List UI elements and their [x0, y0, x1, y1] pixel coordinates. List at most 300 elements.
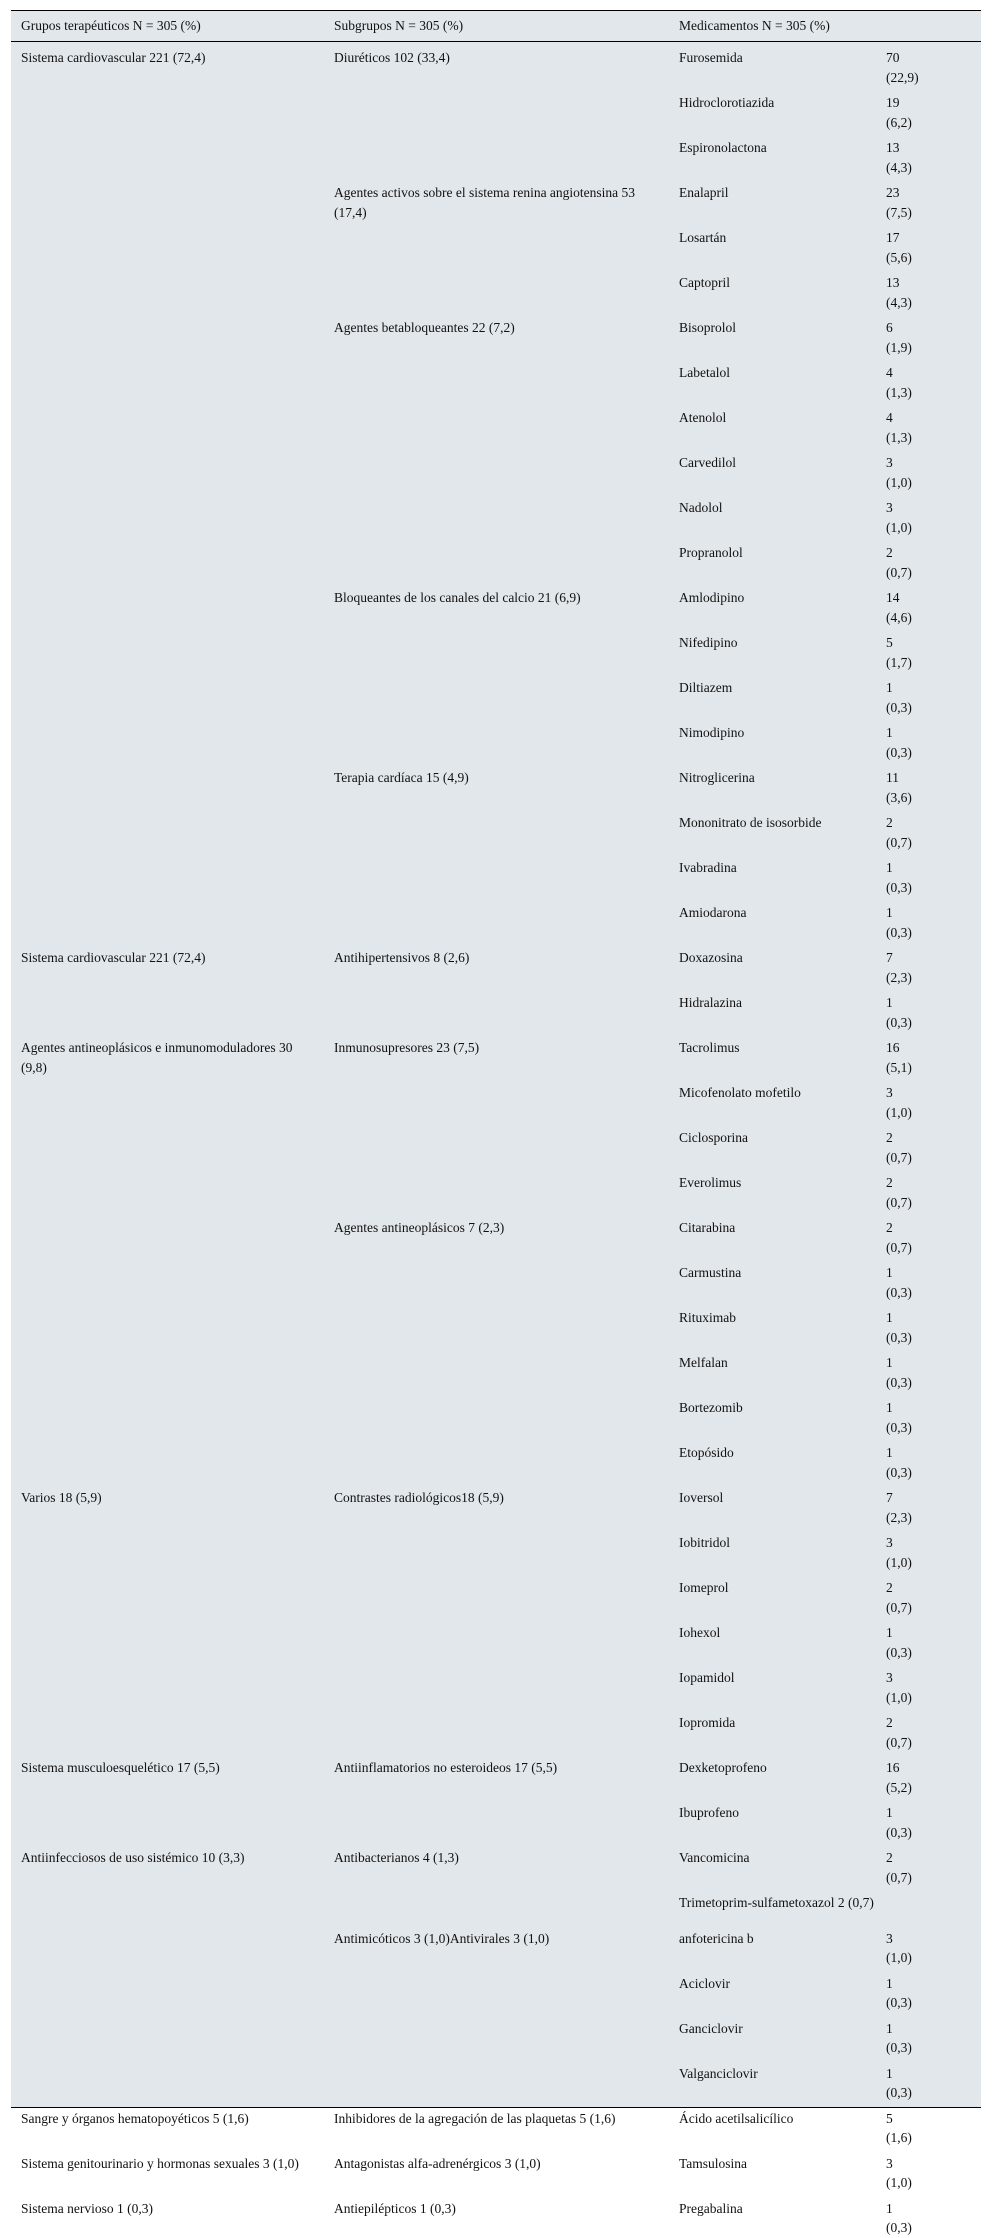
count-cell	[882, 1887, 981, 1923]
percent-value: (1,0)	[886, 2175, 912, 2190]
subgroup-cell: Antibacterianos 4 (1,3)	[334, 1850, 459, 1865]
group-cell: Sistema musculoesquelético 17 (5,5)	[21, 1760, 220, 1775]
count-value: 7	[886, 1490, 893, 1505]
subgroup-cell	[324, 1347, 669, 1392]
count-cell	[882, 1968, 981, 2013]
drug-cell: Ioversol	[679, 1490, 724, 1505]
percent-value: (7,5)	[886, 204, 912, 220]
table-header	[11, 11, 981, 42]
table-row	[11, 42, 981, 88]
group-cell	[11, 1797, 324, 1842]
table-row	[11, 267, 981, 312]
drug-cell: Furosemida	[679, 50, 743, 65]
group-cell	[11, 807, 324, 852]
table-row	[11, 987, 981, 1032]
count-cell	[882, 942, 981, 987]
drug-cell: Carvedilol	[679, 455, 736, 470]
table-row	[11, 402, 981, 447]
group-cell	[11, 1707, 324, 1752]
count-cell	[882, 1572, 981, 1617]
drug-cell: anfotericina b	[679, 1930, 754, 1946]
group-cell	[11, 1392, 324, 1437]
table-row	[11, 1887, 981, 1923]
table-row	[11, 672, 981, 717]
percent-value: (0,3)	[886, 879, 912, 895]
table-row	[11, 1347, 981, 1392]
table-row	[11, 87, 981, 132]
count-value: 1	[886, 1805, 893, 1820]
drug-cell: Ganciclovir	[679, 2020, 743, 2036]
subgroup-cell	[324, 807, 669, 852]
count-cell	[882, 1482, 981, 1527]
subgroup-cell: Antiepilépticos 1 (0,3)	[334, 2200, 456, 2216]
table-row	[11, 2148, 981, 2193]
percent-value: (1,7)	[886, 654, 912, 670]
subgroup-cell: Antimicóticos 3 (1,0)Antivirales 3 (1,0)	[334, 1930, 550, 1946]
group-cell	[11, 852, 324, 897]
table-row	[11, 1572, 981, 1617]
drug-cell: Pregabalina	[679, 2200, 743, 2216]
count-cell	[882, 2103, 981, 2148]
table-row	[11, 1437, 981, 1482]
group-cell	[11, 132, 324, 177]
drug-cell: Aciclovir	[679, 1975, 730, 1991]
table-row	[11, 1797, 981, 1842]
percent-value: (0,3)	[886, 924, 912, 940]
count-value: 1	[886, 1400, 893, 1415]
table-row	[11, 582, 981, 627]
count-value: 2	[886, 1850, 893, 1865]
percent-value: (1,0)	[886, 1554, 912, 1570]
count-cell	[882, 1347, 981, 1392]
group-cell	[11, 627, 324, 672]
drug-cell: Atenolol	[679, 410, 727, 425]
group-cell	[11, 1572, 324, 1617]
percent-value: (5,6)	[886, 249, 912, 265]
count-cell	[882, 2148, 981, 2193]
table-row	[11, 2103, 981, 2148]
table-row	[11, 1752, 981, 1797]
group-cell	[11, 1077, 324, 1122]
subgroup-cell	[324, 1122, 669, 1167]
drug-cell: Vancomicina	[679, 1850, 750, 1865]
group-cell	[11, 1662, 324, 1707]
count-value: 1	[886, 1625, 893, 1640]
count-cell	[882, 447, 981, 492]
subgroup-cell: Antagonistas alfa-adrenérgicos 3 (1,0)	[334, 2155, 541, 2171]
drug-cell: Rituximab	[679, 1310, 736, 1325]
group-cell	[11, 1437, 324, 1482]
subgroup-cell	[324, 222, 669, 267]
subgroup-cell	[324, 1302, 669, 1347]
table-row	[11, 1032, 981, 1077]
table-row	[11, 1527, 981, 1572]
subgroup-cell	[324, 1392, 669, 1437]
group-cell	[11, 177, 324, 222]
subgroup-cell	[324, 1527, 669, 1572]
table-row	[11, 897, 981, 942]
percent-value: (1,3)	[886, 384, 912, 400]
percent-value: (2,3)	[886, 1509, 912, 1525]
subgroup-cell: Agentes activos sobre el sistema renina angiotensina 53 (17,4)	[334, 185, 636, 220]
subgroup-cell: Antiinflamatorios no esteroideos 17 (5,5)	[334, 1760, 558, 1775]
percent-value: (0,3)	[886, 699, 912, 715]
count-value: 11	[886, 770, 899, 785]
drug-cell: Nadolol	[679, 500, 723, 515]
percent-value: (0,7)	[886, 564, 912, 580]
group-cell	[11, 1257, 324, 1302]
count-cell	[882, 1923, 981, 1968]
table-row	[11, 1842, 981, 1887]
group-cell	[11, 402, 324, 447]
count-value: 1	[886, 725, 893, 740]
count-cell	[882, 2193, 981, 2238]
count-value: 14	[886, 590, 900, 605]
percent-value: (0,3)	[886, 2220, 912, 2235]
count-cell	[882, 1122, 981, 1167]
subgroup-cell	[324, 402, 669, 447]
percent-value: (0,3)	[886, 1419, 912, 1435]
group-cell	[11, 987, 324, 1032]
percent-value: (1,0)	[886, 519, 912, 535]
subgroup-cell: Agentes antineoplásicos 7 (2,3)	[334, 1220, 505, 1235]
group-cell	[11, 267, 324, 312]
subgroup-cell: Agentes betabloqueantes 22 (7,2)	[334, 320, 515, 335]
count-cell	[882, 627, 981, 672]
drug-cell: Nitroglicerina	[679, 770, 755, 785]
count-cell	[882, 2013, 981, 2058]
group-cell	[11, 1923, 324, 1968]
table-row	[11, 177, 981, 222]
percent-value: (22,9)	[886, 69, 919, 85]
count-value: 1	[886, 995, 893, 1010]
count-cell	[882, 492, 981, 537]
count-value: 2	[886, 1130, 893, 1145]
group-cell	[11, 447, 324, 492]
table-row	[11, 1077, 981, 1122]
drug-cell: Tamsulosina	[679, 2155, 748, 2171]
table-row	[11, 1257, 981, 1302]
count-value: 3	[886, 455, 893, 470]
subgroup-cell	[324, 987, 669, 1032]
table-row	[11, 492, 981, 537]
count-value: 19	[886, 95, 900, 110]
count-cell	[882, 1032, 981, 1077]
percent-value: (5,1)	[886, 1059, 912, 1075]
count-cell	[882, 1797, 981, 1842]
count-cell	[882, 87, 981, 132]
subgroup-cell: Antihipertensivos 8 (2,6)	[334, 950, 470, 965]
drug-cell: Captopril	[679, 275, 730, 290]
percent-value: (4,3)	[886, 294, 912, 310]
drug-cell: Tacrolimus	[679, 1040, 740, 1055]
count-value: 2	[886, 1580, 893, 1595]
count-value: 4	[886, 365, 893, 380]
table-row	[11, 1167, 981, 1212]
group-cell	[11, 717, 324, 762]
group-cell	[11, 1167, 324, 1212]
count-cell	[882, 177, 981, 222]
count-cell	[882, 807, 981, 852]
group-cell: Sangre y órganos hematopoyéticos 5 (1,6)	[21, 2110, 249, 2126]
subgroup-cell	[324, 357, 669, 402]
table-row	[11, 1302, 981, 1347]
subgroup-cell: Contrastes radiológicos18 (5,9)	[334, 1490, 504, 1505]
count-cell	[882, 537, 981, 582]
subgroup-cell: Inmunosupresores 23 (7,5)	[334, 1040, 480, 1055]
group-cell	[11, 672, 324, 717]
drug-cell: Ivabradina	[679, 860, 737, 875]
percent-value: (0,3)	[886, 2085, 912, 2100]
drug-cell: Bortezomib	[679, 1400, 743, 1415]
count-cell	[882, 357, 981, 402]
count-value: 16	[886, 1760, 900, 1775]
percent-value: (4,3)	[886, 159, 912, 175]
subgroup-cell	[324, 132, 669, 177]
drug-cell: Losartán	[679, 230, 727, 245]
table-row	[11, 2058, 981, 2103]
table-row	[11, 1968, 981, 2013]
percent-value: (3,6)	[886, 789, 912, 805]
count-cell	[882, 1437, 981, 1482]
group-cell: Agentes antineoplásicos e inmunomoduladores 30 (9,8)	[21, 1040, 293, 1075]
table-row	[11, 447, 981, 492]
percent-value: (1,0)	[886, 1689, 912, 1705]
subgroup-cell: Inhibidores de la agregación de las plaquetas 5 (1,6)	[334, 2110, 616, 2126]
count-cell	[882, 1392, 981, 1437]
percent-value: (1,0)	[886, 1950, 912, 1965]
drug-cell: Iopamidol	[679, 1670, 735, 1685]
group-cell: Antiinfecciosos de uso sistémico 10 (3,3)	[21, 1850, 245, 1865]
header-subgroups: Subgrupos N = 305 (%)	[324, 11, 669, 42]
count-cell	[882, 762, 981, 807]
count-value: 1	[886, 2020, 893, 2036]
drug-cell: Ciclosporina	[679, 1130, 748, 1145]
count-value: 3	[886, 1535, 893, 1550]
table-row	[11, 807, 981, 852]
group-cell	[11, 1527, 324, 1572]
drug-cell: Melfalan	[679, 1355, 728, 1370]
count-cell	[882, 852, 981, 897]
count-value: 4	[886, 410, 893, 425]
group-cell	[11, 87, 324, 132]
drug-cell: Nifedipino	[679, 635, 738, 650]
drug-cell: Everolimus	[679, 1175, 742, 1190]
drug-cell: Doxazosina	[679, 950, 743, 965]
count-value: 1	[886, 1975, 893, 1991]
medication-table	[11, 11, 981, 2238]
subgroup-cell: Terapia cardíaca 15 (4,9)	[334, 770, 469, 785]
drug-cell: Labetalol	[679, 365, 730, 380]
drug-cell: Amiodarona	[679, 905, 747, 920]
percent-value: (1,0)	[886, 1104, 912, 1120]
percent-value: (0,3)	[886, 1995, 912, 2010]
group-cell	[11, 2013, 324, 2058]
count-cell	[882, 1527, 981, 1572]
count-cell	[882, 312, 981, 357]
count-value: 70	[886, 50, 900, 65]
table-row	[11, 1707, 981, 1752]
subgroup-cell	[324, 897, 669, 942]
count-cell	[882, 1302, 981, 1347]
group-cell	[11, 1617, 324, 1662]
subgroup-cell: Bloqueantes de los canales del calcio 21 (6,9)	[334, 590, 581, 605]
group-cell	[11, 582, 324, 627]
drug-cell: Etopósido	[679, 1445, 734, 1460]
count-cell	[882, 2058, 981, 2103]
percent-value: (4,6)	[886, 609, 912, 625]
table-row	[11, 357, 981, 402]
count-cell	[882, 1212, 981, 1257]
count-value: 1	[886, 1310, 893, 1325]
table-row	[11, 2193, 981, 2238]
group-cell	[11, 357, 324, 402]
count-value: 13	[886, 275, 900, 290]
group-cell	[11, 762, 324, 807]
subgroup-cell	[324, 1257, 669, 1302]
percent-value: (0,3)	[886, 1014, 912, 1030]
count-value: 16	[886, 1040, 900, 1055]
drug-cell: Bisoprolol	[679, 320, 737, 335]
group-cell	[11, 537, 324, 582]
table-row	[11, 222, 981, 267]
subgroup-cell	[324, 492, 669, 537]
count-value: 3	[886, 2155, 893, 2171]
table-row	[11, 2013, 981, 2058]
count-value: 5	[886, 2110, 893, 2126]
percent-value: (0,3)	[886, 2040, 912, 2055]
group-cell	[11, 1968, 324, 2013]
count-value: 23	[886, 185, 900, 200]
subgroup-cell	[324, 1968, 669, 2013]
drug-cell: Citarabina	[679, 1220, 736, 1235]
table-row	[11, 942, 981, 987]
count-value: 5	[886, 635, 893, 650]
table-body	[11, 42, 981, 2238]
count-value: 2	[886, 1175, 893, 1190]
count-cell	[882, 1167, 981, 1212]
count-cell	[882, 897, 981, 942]
table-row	[11, 1617, 981, 1662]
drug-cell: Mononitrato de isosorbide	[679, 815, 822, 830]
table-row	[11, 1122, 981, 1167]
header-row	[11, 11, 981, 42]
count-cell	[882, 42, 981, 88]
subgroup-cell	[324, 852, 669, 897]
percent-value: (1,9)	[886, 339, 912, 355]
group-cell: Sistema cardiovascular 221 (72,4)	[21, 50, 206, 65]
drug-cell: Ibuprofeno	[679, 1805, 739, 1820]
table-row	[11, 312, 981, 357]
percent-value: (0,3)	[886, 1284, 912, 1300]
count-value: 3	[886, 1670, 893, 1685]
percent-value: (5,2)	[886, 1779, 912, 1795]
subgroup-cell	[324, 1437, 669, 1482]
drug-cell: Enalapril	[679, 185, 729, 200]
count-value: 13	[886, 140, 900, 155]
percent-value: (0,7)	[886, 834, 912, 850]
header-medications: Medicamentos N = 305 (%)	[669, 11, 981, 42]
count-value: 2	[886, 1715, 893, 1730]
group-cell	[11, 312, 324, 357]
percent-value: (0,3)	[886, 1824, 912, 1840]
count-value: 1	[886, 1355, 893, 1370]
subgroup-cell	[324, 2013, 669, 2058]
percent-value: (0,3)	[886, 1644, 912, 1660]
subgroup-cell	[324, 627, 669, 672]
percent-value: (0,3)	[886, 744, 912, 760]
count-value: 1	[886, 2200, 893, 2216]
drug-cell: Hidralazina	[679, 995, 742, 1010]
group-cell	[11, 2058, 324, 2103]
table-row	[11, 852, 981, 897]
count-value: 2	[886, 1220, 893, 1235]
percent-value: (0,7)	[886, 1239, 912, 1255]
drug-cell: Hidroclorotiazida	[679, 95, 775, 110]
percent-value: (0,3)	[886, 1329, 912, 1345]
table-row	[11, 1482, 981, 1527]
group-cell	[11, 492, 324, 537]
drug-cell: Trimetoprim-sulfametoxazol 2 (0,7)	[679, 1895, 874, 1910]
subgroup-cell	[324, 1077, 669, 1122]
table-row	[11, 762, 981, 807]
subgroup-cell	[324, 447, 669, 492]
percent-value: (0,7)	[886, 1599, 912, 1615]
group-cell	[11, 1122, 324, 1167]
group-cell: Sistema nervioso 1 (0,3)	[21, 2200, 153, 2216]
table-row	[11, 1662, 981, 1707]
medication-table-page	[11, 10, 981, 2235]
percent-value: (1,6)	[886, 2130, 912, 2145]
count-value: 1	[886, 1445, 893, 1460]
count-cell	[882, 1752, 981, 1797]
drug-cell: Amlodipino	[679, 590, 745, 605]
group-cell: Varios 18 (5,9)	[21, 1490, 102, 1505]
count-cell	[882, 672, 981, 717]
drug-cell: Ácido acetilsalicílico	[679, 2110, 794, 2126]
count-cell	[882, 717, 981, 762]
drug-cell: Dexketoprofeno	[679, 1760, 767, 1775]
subgroup-cell	[324, 1167, 669, 1212]
subgroup-cell	[324, 2058, 669, 2103]
subgroup-cell	[324, 537, 669, 582]
percent-value: (2,3)	[886, 969, 912, 985]
count-cell	[882, 582, 981, 627]
drug-cell: Iohexol	[679, 1625, 721, 1640]
drug-cell: Carmustina	[679, 1265, 742, 1280]
table-row	[11, 132, 981, 177]
count-value: 17	[886, 230, 900, 245]
count-value: 1	[886, 1265, 893, 1280]
percent-value: (0,7)	[886, 1194, 912, 1210]
count-cell	[882, 132, 981, 177]
count-cell	[882, 1662, 981, 1707]
drug-cell: Propranolol	[679, 545, 743, 560]
group-cell: Sistema cardiovascular 221 (72,4)	[21, 950, 206, 965]
percent-value: (6,2)	[886, 114, 912, 130]
drug-cell: Nimodipino	[679, 725, 745, 740]
group-cell	[11, 1347, 324, 1392]
subgroup-cell	[324, 1572, 669, 1617]
drug-cell: Iopromida	[679, 1715, 736, 1730]
subgroup-cell	[324, 1887, 669, 1923]
subgroup-cell	[324, 267, 669, 312]
percent-value: (0,7)	[886, 1734, 912, 1750]
table-row	[11, 717, 981, 762]
percent-value: (0,7)	[886, 1149, 912, 1165]
count-value: 1	[886, 2065, 893, 2081]
header-groups: Grupos terapéuticos N = 305 (%)	[11, 11, 324, 42]
